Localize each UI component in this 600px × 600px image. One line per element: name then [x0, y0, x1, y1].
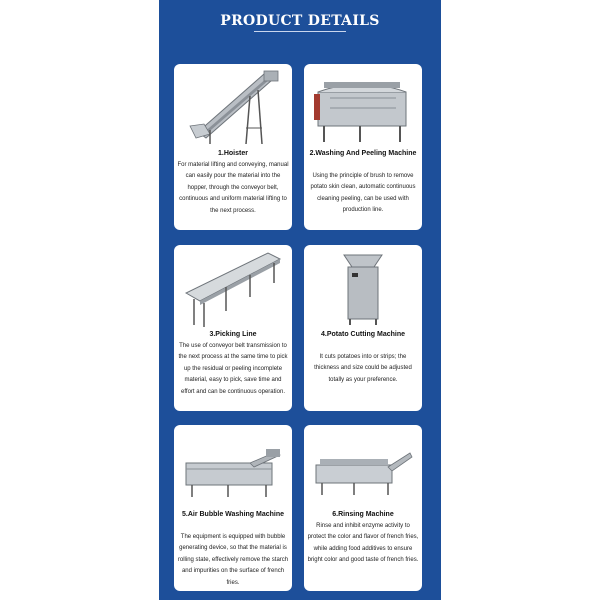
- title-underline: [254, 31, 346, 32]
- product-name: 6.Rinsing Machine: [332, 511, 394, 518]
- product-description: For material lifting and conveying, manual can easily pour the material into the hopper, through the conveyor belt, continuous and uniform material lifting to the next process.: [177, 162, 289, 214]
- product-name: 1.Hoister: [218, 150, 248, 157]
- product-name: 4.Potato Cutting Machine: [321, 331, 405, 338]
- product-details-panel: [159, 0, 441, 600]
- product-description: Using the principle of brush to remove potato skin clean, automatic continuous cleaning peeling, can be used with production line.: [310, 173, 416, 214]
- product-name: 3.Picking Line: [209, 331, 257, 338]
- product-card-potato-cutting: [304, 245, 422, 411]
- air-bubble-washing-machine-image: [180, 429, 286, 509]
- product-card-rinsing: [304, 425, 422, 591]
- page-title: PRODUCT DETAILS: [220, 13, 380, 29]
- hoister-image: [180, 68, 286, 148]
- product-description: The equipment is equipped with bubble generating device, so that the material is rolling state, effectively remove the starch and impurities on the surface of french fries.: [177, 534, 289, 586]
- rinsing-machine-image: [310, 429, 416, 509]
- product-description: It cuts potatoes into or strips; the thickness and size could be adjusted totally as your preference.: [314, 354, 412, 383]
- product-card-washing-peeling: [304, 64, 422, 230]
- product-card-picking-line: [174, 245, 292, 411]
- product-description: The use of conveyor belt transmission to the next process at the same time to pick up the residual or peeling incomplete material, easy to pick, save time and effort and can be continuous operation.: [178, 343, 288, 395]
- washing-peeling-machine-image: [310, 68, 416, 148]
- product-card-hoister: [174, 64, 292, 230]
- picking-line-image: [180, 249, 286, 329]
- product-name: 5.Air Bubble Washing Machine: [181, 511, 285, 518]
- product-description: Rinse and inhibit enzyme activity to protect the color and flavor of french fries, while adding food additives to ensure bright color and good taste of french fries.: [307, 523, 419, 564]
- product-card-air-bubble-washing: [174, 425, 292, 591]
- potato-cutting-machine-image: [310, 249, 416, 329]
- product-name: 2.Washing And Peeling Machine: [309, 150, 417, 157]
